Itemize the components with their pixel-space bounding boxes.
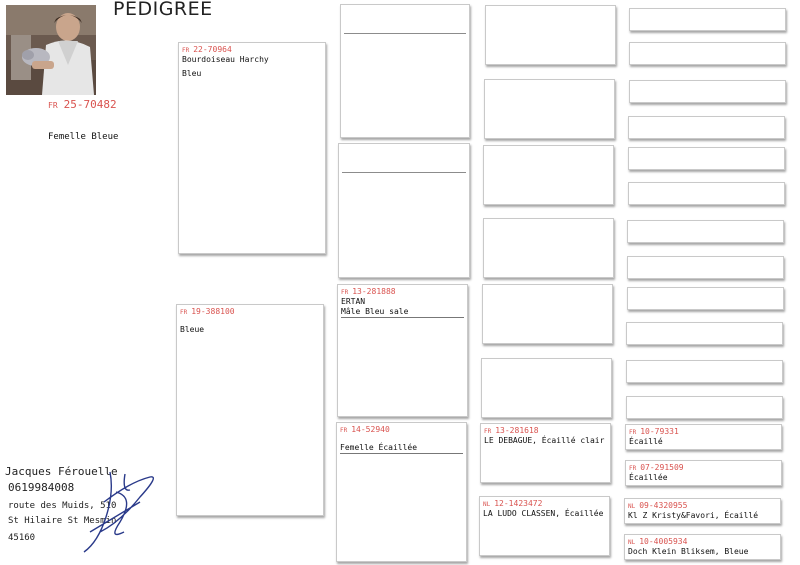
dam-dam-sire-ring: FR 13-281618 <box>484 426 539 435</box>
g4-card-4 <box>628 116 785 139</box>
owner-phone: 0619984008 <box>8 481 75 494</box>
dam-dam-sire-card <box>480 423 611 483</box>
owner-address-line1: route des Muids, 510 <box>8 501 117 511</box>
g3-card-2 <box>484 79 615 139</box>
g4-card-13-name: Écaillé <box>629 437 663 446</box>
subject-description: Femelle Bleue <box>48 132 119 142</box>
owner-postcode: 45160 <box>8 533 36 543</box>
dam-color: Bleue <box>180 325 205 334</box>
g4-card-11 <box>626 360 783 383</box>
sire-card <box>178 42 326 254</box>
g4-card-16-name: Doch Klein Bliksem, Bleue <box>628 547 749 556</box>
dam-sire-ring: FR 13-281888 <box>341 287 396 296</box>
g4-card-3 <box>629 80 786 103</box>
sire-name: Bourdoiseau Harchy <box>182 55 269 64</box>
dam-card <box>176 304 324 516</box>
g4-card-16-ring: NL 10-4005934 <box>628 537 688 546</box>
g4-card-14-ring: FR 07-291509 <box>629 463 684 472</box>
dam-sire-name: ERTAN <box>341 297 366 306</box>
g4-card-15-ring: NL 09-4320955 <box>628 501 688 510</box>
dam-dam-dam-name: LA LUDO CLASSEN, Écaillée <box>483 509 604 518</box>
g3-card-5 <box>482 284 613 344</box>
g3-card-1 <box>485 5 616 65</box>
dam-dam-sire-name: LE DEBAGUE, Écaillé clair <box>484 436 605 445</box>
g4-card-16 <box>624 534 781 560</box>
divider <box>342 172 466 173</box>
sire-ring: FR 22-70964 <box>182 45 232 54</box>
owner-name: Jacques Férouelle <box>5 465 118 478</box>
subject-ring: FR 25-70482 <box>48 98 117 111</box>
signature <box>80 462 165 561</box>
dam-dam-color: Femelle Écaillée <box>340 443 463 454</box>
g3-card-6 <box>481 358 612 418</box>
g4-card-12 <box>626 396 783 419</box>
g4-card-7 <box>627 220 784 243</box>
g4-card-1 <box>629 8 786 31</box>
g4-card-14-name: Écaillée <box>629 473 668 482</box>
g4-card-5 <box>628 147 785 170</box>
dam-dam-card <box>336 422 467 562</box>
g4-card-13 <box>625 424 782 450</box>
dam-dam-dam-card <box>479 496 610 556</box>
g3-card-4 <box>483 218 614 278</box>
g4-card-6 <box>628 182 785 205</box>
dam-sire-color: Mâle Bleu sale <box>341 307 464 318</box>
g4-card-15 <box>624 498 781 524</box>
g4-card-9 <box>627 287 784 310</box>
g3-card-3 <box>483 145 614 205</box>
dam-dam-ring: FR 14-52940 <box>340 425 390 434</box>
g4-card-2 <box>629 42 786 65</box>
divider <box>344 33 466 34</box>
g4-card-10 <box>626 322 783 345</box>
sire-dam-card <box>338 143 470 278</box>
owner-address-line2: St Hilaire St Mesmin <box>8 516 117 526</box>
g4-card-13-ring: FR 10-79331 <box>629 427 679 436</box>
sire-sire-card <box>340 4 470 138</box>
owner-photo <box>6 5 96 95</box>
sire-color: Bleu <box>182 69 202 78</box>
g4-card-14 <box>625 460 782 486</box>
g4-card-15-name: Kl Z Kristy&Favori, Écaillé <box>628 511 759 520</box>
g4-card-8 <box>627 256 784 279</box>
page-title: PEDIGREE <box>113 0 213 20</box>
dam-sire-card <box>337 284 468 417</box>
dam-dam-dam-ring: NL 12-1423472 <box>483 499 543 508</box>
dam-ring: FR 19-388100 <box>180 307 235 316</box>
